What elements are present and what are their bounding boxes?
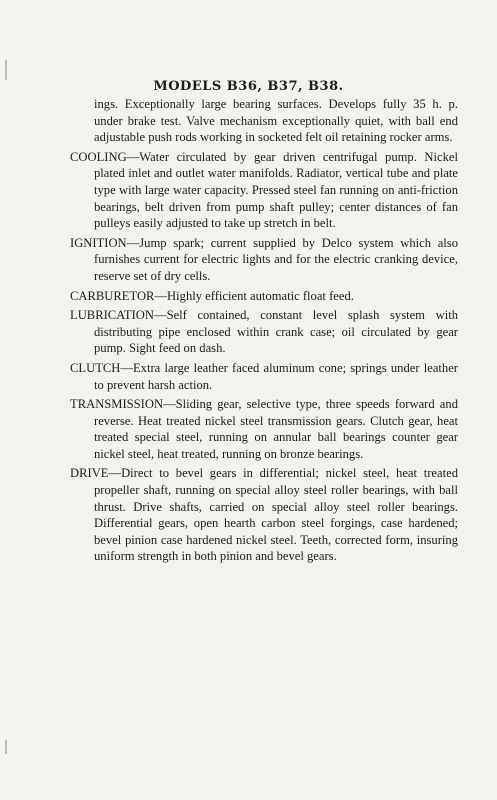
section-heading: DRIVE xyxy=(70,466,109,481)
section-ignition xyxy=(70,235,458,285)
section-text: —Self contained, constant level splash system with distributing pipe enclosed within crank case; oil circulated by gear pump. Sight feed on dash. xyxy=(94,308,458,356)
section-text: —Sliding gear, selective type, three speeds forward and reverse. Heat treated nickel steel transmission gears. Clutch gear, heat treated special steel, running on annular ball bearings counter gear nickel steel, heat treated, running on bronze bearings. xyxy=(94,397,458,461)
section-text: —Highly efficient automatic float feed. xyxy=(154,288,354,303)
section-text: —Extra large leather faced aluminum cone; springs under leather to prevent harsh action. xyxy=(94,360,458,392)
section-cooling xyxy=(70,149,458,232)
page-title: MODELS B36, B37, B38. xyxy=(153,79,344,94)
section-carburetor xyxy=(70,288,458,305)
section-drive xyxy=(70,465,458,565)
section-heading: TRANSMISSION xyxy=(70,397,164,412)
section-text: ings. Exceptionally large bearing surfaces. Develops fully 35 h. p. under brake test. Valve mechanism exceptionally quiet, with ball end adjustable push rods working in socketed felt oil retaining rocker arms. xyxy=(94,97,458,145)
section-lubrication xyxy=(70,307,458,357)
section-heading: CARBURETOR xyxy=(70,288,155,303)
document-body xyxy=(70,96,458,568)
section-text: —Direct to bevel gears in differential; nickel steel, heat treated propeller shaft, running on special alloy steel roller bearings, with ball thrust. Drive shafts, carried on special alloy steel roller bearings. Differential gears, open hearth carbon steel forgings, case hardened; bevel pinion case hardened nickel steel. Teeth, corrected form, insuring uniform strength in both pinion and bevel gears. xyxy=(94,466,458,564)
section-heading: COOLING xyxy=(70,149,127,164)
section-clutch xyxy=(70,360,458,393)
section-text: —Jump spark; current supplied by Delco system which also furnishes current for electric lights and for the electric cranking device, reserve set of dry cells. xyxy=(94,235,458,283)
section-text: —Water circulated by gear driven centrifugal pump. Nickel plated inlet and outlet water manifolds. Radiator, vertical tube and plate type with large water capacity. Pressed steel fan running on anti-friction bearings, belt driven from pump shaft pulley; center distances of fan pulleys easily adjusted to take up stretch in belt. xyxy=(94,149,458,231)
section-heading: IGNITION xyxy=(70,235,127,250)
section-heading: LUBRICATION xyxy=(70,308,154,323)
section-engine-continued xyxy=(70,96,458,146)
section-heading: CLUTCH xyxy=(70,360,121,375)
section-transmission xyxy=(70,396,458,462)
margin-mark xyxy=(5,740,7,754)
